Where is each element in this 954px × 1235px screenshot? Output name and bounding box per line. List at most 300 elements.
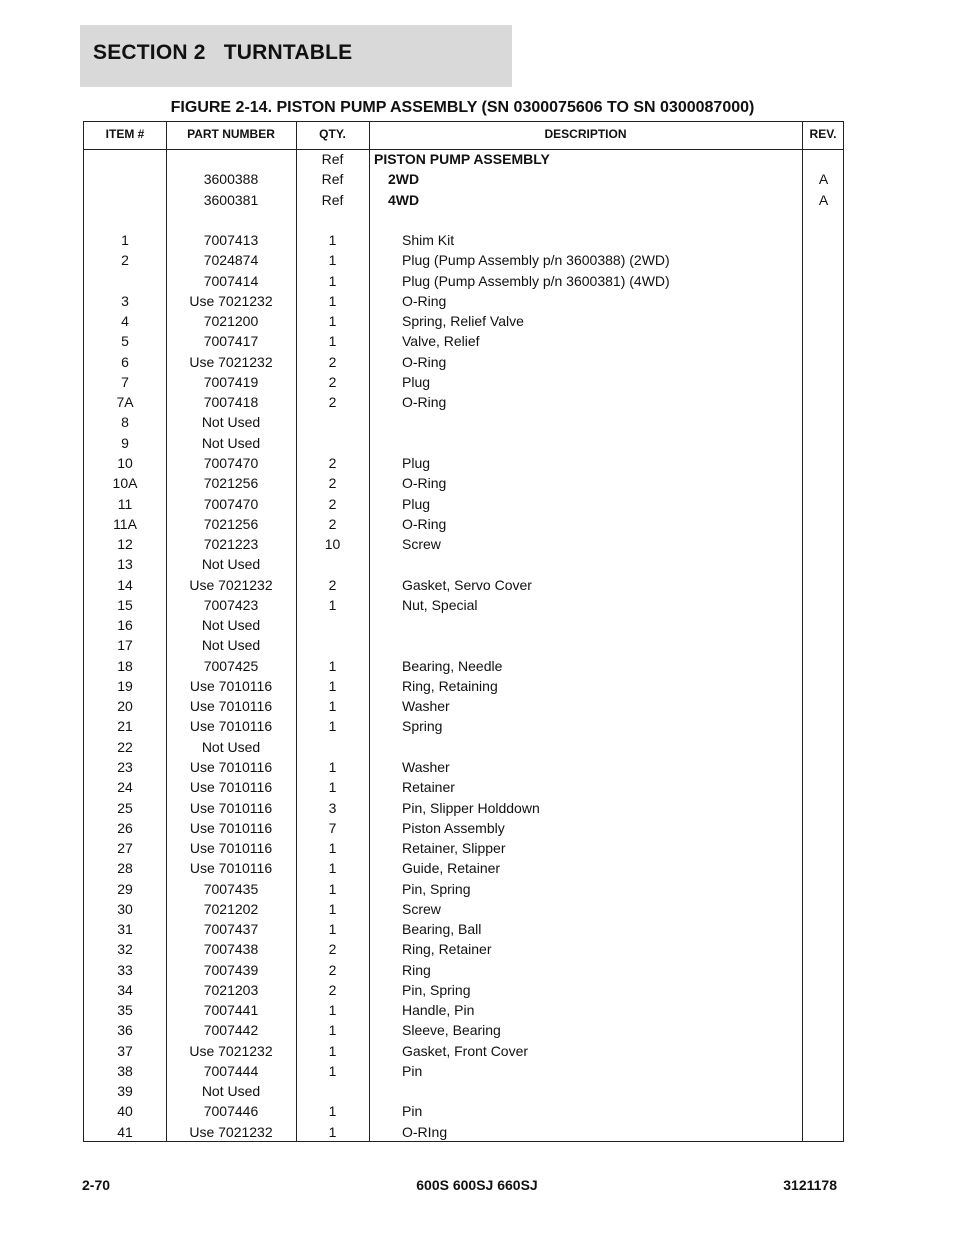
item-number-cell: 7A [116, 394, 134, 411]
table-row [84, 514, 843, 534]
revision-cell [803, 858, 844, 878]
quantity-cell: 1 [328, 698, 337, 715]
revision-cell [803, 554, 844, 574]
description-cell: Ring [402, 961, 431, 978]
description-cell: Plug [402, 373, 431, 390]
part-number-cell: Not Used [201, 617, 261, 634]
description-cell: Spring, Relief Valve [402, 313, 524, 330]
part-number-cell: Use 7010116 [189, 718, 273, 735]
model-list: 600S 600SJ 660SJ [416, 1177, 538, 1193]
table-row [84, 291, 843, 311]
description-cell [374, 433, 830, 453]
revision-cell [803, 271, 844, 291]
description-cell: Screw [402, 900, 441, 917]
part-number-cell: 7021223 [203, 536, 259, 553]
page-number: 2-70 [82, 1177, 111, 1193]
revision-cell [803, 818, 844, 838]
revision-cell [803, 352, 844, 372]
table-row [84, 1061, 843, 1081]
description-cell: Sleeve, Bearing [402, 1022, 501, 1039]
revision-cell [803, 980, 844, 1000]
description-cell: Pin [402, 1103, 423, 1120]
table-row [84, 1122, 843, 1142]
item-number-cell: 16 [117, 617, 133, 634]
item-number-cell: 40 [117, 1103, 133, 1120]
revision-cell [803, 494, 844, 514]
part-number-cell: 7007470 [203, 495, 259, 512]
table-row [84, 838, 843, 858]
part-number-cell: 7007418 [203, 394, 259, 411]
description-cell: 4WD [388, 191, 420, 208]
part-number-cell: Use 7021232 [189, 576, 273, 593]
quantity-cell: 1 [328, 1103, 337, 1120]
item-number-cell: 11 [117, 495, 133, 512]
revision-cell [803, 291, 844, 311]
revision-cell [803, 514, 844, 534]
quantity-cell: 1 [328, 677, 337, 694]
item-number-cell: 4 [121, 313, 129, 330]
column-header-part-number: PART NUMBER [187, 127, 275, 141]
section-title: SECTION 2 TURNTABLE [93, 41, 353, 64]
item-number-cell: 26 [117, 819, 133, 836]
quantity-cell [296, 554, 369, 574]
part-number-cell: 7007425 [203, 657, 259, 674]
quantity-cell: Ref [321, 171, 344, 188]
table-row [84, 433, 843, 453]
quantity-cell [296, 635, 369, 655]
part-number-cell: 3600388 [203, 171, 259, 188]
table-row [84, 230, 843, 250]
part-number-cell: Use 7021232 [189, 292, 273, 309]
revision-cell [803, 392, 844, 412]
description-cell: Piston Assembly [402, 819, 505, 836]
item-number-cell: 39 [117, 1083, 133, 1100]
revision-cell [803, 1081, 844, 1101]
part-number-cell: 3600381 [203, 191, 259, 208]
revision-cell [803, 311, 844, 331]
quantity-cell: 1 [328, 900, 337, 917]
part-number-cell: 7024874 [203, 252, 259, 269]
table-row [84, 656, 843, 676]
revision-cell [803, 656, 844, 676]
quantity-cell: 1 [328, 313, 337, 330]
item-number-cell: 22 [117, 738, 133, 755]
quantity-cell: 2 [328, 981, 337, 998]
quantity-cell [296, 737, 369, 757]
description-cell: Handle, Pin [402, 1002, 475, 1019]
table-row [84, 939, 843, 959]
description-cell: Retainer, Slipper [402, 840, 506, 857]
part-number-cell: Not Used [201, 414, 261, 431]
description-cell: O-RIng [402, 1123, 448, 1140]
quantity-cell: 1 [328, 1123, 337, 1140]
item-number-cell: 15 [117, 596, 133, 613]
item-number-cell: 33 [117, 961, 133, 978]
quantity-cell: 3 [328, 799, 337, 816]
description-cell: O-Ring [402, 394, 447, 411]
item-number-cell: 3 [121, 292, 129, 309]
revision-cell [803, 879, 844, 899]
item-number-cell: 28 [117, 860, 133, 877]
item-number-cell: 19 [117, 677, 133, 694]
table-row [84, 737, 843, 757]
revision-cell [803, 1101, 844, 1121]
revision-cell [803, 838, 844, 858]
part-number-cell: Use 7010116 [189, 799, 273, 816]
description-cell [374, 1081, 830, 1101]
table-row [84, 1020, 843, 1040]
table-row [84, 494, 843, 514]
description-cell [374, 210, 830, 230]
table-row [84, 473, 843, 493]
quantity-cell: 1 [328, 840, 337, 857]
quantity-cell: Ref [321, 151, 344, 167]
table-row [84, 169, 843, 189]
table-row [84, 615, 843, 635]
part-number-cell: Use 7010116 [189, 758, 273, 775]
item-number-cell: 1 [121, 232, 129, 249]
table-row [84, 575, 843, 595]
section-banner [80, 25, 512, 87]
revision-cell [803, 777, 844, 797]
item-number-cell: 21 [117, 718, 133, 735]
table-row [84, 1000, 843, 1020]
part-number-cell: 7021203 [203, 981, 259, 998]
table-row [84, 879, 843, 899]
part-number-cell [166, 149, 296, 169]
part-number-cell [166, 210, 296, 230]
part-number-cell: Use 7021232 [189, 1042, 273, 1059]
revision-cell [803, 473, 844, 493]
item-number-cell: 18 [117, 657, 133, 674]
quantity-cell: 1 [328, 292, 337, 309]
item-number-cell: 25 [117, 799, 133, 816]
part-number-cell: Not Used [201, 556, 261, 573]
quantity-cell: 1 [328, 1042, 337, 1059]
description-cell: O-Ring [402, 353, 447, 370]
part-number-cell: 7007414 [203, 272, 259, 289]
quantity-cell: 1 [328, 252, 337, 269]
revision-cell [803, 372, 844, 392]
revision-cell [803, 230, 844, 250]
revision-cell [803, 1020, 844, 1040]
description-cell: Pin, Spring [402, 880, 471, 897]
table-row [84, 595, 843, 615]
quantity-cell: 1 [328, 1062, 337, 1079]
part-number-cell: Use 7010116 [189, 860, 273, 877]
revision-cell [803, 960, 844, 980]
revision-cell [803, 595, 844, 615]
description-cell: Pin, Spring [402, 981, 471, 998]
item-number-cell: 38 [117, 1062, 133, 1079]
table-row [84, 453, 843, 473]
part-number-cell: Not Used [201, 738, 261, 755]
item-number-cell: 10A [112, 475, 138, 492]
item-number-cell: 6 [121, 353, 129, 370]
table-row [84, 210, 843, 230]
quantity-cell [296, 1081, 369, 1101]
revision-cell [803, 1041, 844, 1061]
quantity-cell: 1 [328, 596, 337, 613]
table-row [84, 757, 843, 777]
quantity-cell: 2 [328, 394, 337, 411]
table-row [84, 1041, 843, 1061]
description-cell: Pin, Slipper Holddown [402, 799, 540, 816]
revision-cell [803, 250, 844, 270]
quantity-cell: 10 [324, 536, 341, 553]
revision-cell [803, 737, 844, 757]
quantity-cell: 2 [328, 475, 337, 492]
description-cell [374, 554, 830, 574]
revision-cell [803, 453, 844, 473]
part-number-cell: 7007439 [203, 961, 259, 978]
quantity-cell [296, 210, 369, 230]
item-number-cell: 5 [121, 333, 129, 350]
item-number-cell: 32 [117, 941, 133, 958]
table-row [84, 960, 843, 980]
revision-cell: A [818, 171, 829, 188]
quantity-cell: 2 [328, 353, 337, 370]
description-cell [374, 412, 830, 432]
part-number-cell: 7007423 [203, 596, 259, 613]
part-number-cell: 7007419 [203, 373, 259, 390]
quantity-cell: 2 [328, 454, 337, 471]
revision-cell [803, 615, 844, 635]
column-header-rev: REV. [809, 127, 837, 141]
item-number-cell: 41 [117, 1123, 133, 1140]
table-row [84, 392, 843, 412]
revision-cell [803, 534, 844, 554]
table-row [84, 635, 843, 655]
description-cell: Guide, Retainer [402, 860, 501, 877]
column-header-qty: QTY. [319, 127, 346, 141]
description-cell: Pin [402, 1062, 423, 1079]
table-row [84, 149, 843, 169]
revision-cell [803, 757, 844, 777]
item-number-cell: 17 [117, 637, 133, 654]
item-number-cell: 9 [121, 434, 129, 451]
part-number-cell: Use 7010116 [189, 840, 273, 857]
part-number-cell: 7007442 [203, 1022, 259, 1039]
description-cell: Gasket, Front Cover [402, 1042, 529, 1059]
revision-cell [803, 635, 844, 655]
description-cell: Nut, Special [402, 596, 478, 613]
quantity-cell: 7 [328, 819, 337, 836]
revision-cell [803, 696, 844, 716]
quantity-cell: 2 [328, 941, 337, 958]
table-row [84, 311, 843, 331]
description-cell: Ring, Retainer [402, 941, 492, 958]
item-number-cell: 2 [121, 252, 129, 269]
table-row [84, 696, 843, 716]
table-row [84, 777, 843, 797]
table-row [84, 534, 843, 554]
quantity-cell: 1 [328, 718, 337, 735]
item-number-cell: 12 [117, 536, 133, 553]
quantity-cell: 1 [328, 779, 337, 796]
revision-cell [803, 899, 844, 919]
description-cell: Gasket, Servo Cover [402, 576, 532, 593]
description-cell: Washer [402, 698, 450, 715]
description-cell: O-Ring [402, 292, 447, 309]
parts-table [83, 121, 844, 1142]
description-cell: Bearing, Needle [402, 657, 503, 674]
description-cell [374, 615, 830, 635]
part-number-cell: 7007417 [203, 333, 259, 350]
revision-cell [803, 331, 844, 351]
description-cell: Retainer [402, 779, 455, 796]
item-number-cell: 7 [121, 373, 129, 390]
quantity-cell: 1 [328, 232, 337, 249]
revision-cell [803, 412, 844, 432]
item-number-cell: 20 [117, 698, 133, 715]
part-number-cell: 7007413 [203, 232, 259, 249]
table-row [84, 676, 843, 696]
part-number-cell: 7007444 [203, 1062, 259, 1079]
part-number-cell: Not Used [201, 637, 261, 654]
table-row [84, 554, 843, 574]
table-row [84, 271, 843, 291]
table-row [84, 1101, 843, 1121]
document-number: 3121178 [783, 1177, 837, 1193]
description-cell: O-Ring [402, 475, 447, 492]
item-number-cell: 31 [117, 921, 133, 938]
description-cell: Bearing, Ball [402, 921, 482, 938]
table-row [84, 1081, 843, 1101]
item-number-cell: 24 [117, 779, 133, 796]
description-cell: 2WD [388, 171, 420, 188]
quantity-cell [296, 412, 369, 432]
part-number-cell: 7021256 [203, 475, 259, 492]
item-number-cell: 8 [121, 414, 129, 431]
quantity-cell: 1 [328, 657, 337, 674]
part-number-cell: Use 7010116 [189, 698, 273, 715]
item-number-cell [84, 190, 166, 210]
revision-cell [803, 1061, 844, 1081]
description-cell [374, 737, 830, 757]
part-number-cell: Use 7021232 [189, 353, 273, 370]
table-body [84, 149, 843, 1142]
item-number-cell: 14 [117, 576, 133, 593]
table-row [84, 798, 843, 818]
table-row [84, 331, 843, 351]
description-cell: Plug [402, 454, 431, 471]
description-cell: Washer [402, 758, 450, 775]
quantity-cell: 2 [328, 373, 337, 390]
quantity-cell [296, 615, 369, 635]
revision-cell [803, 676, 844, 696]
table-row [84, 899, 843, 919]
figure-title: FIGURE 2-14. PISTON PUMP ASSEMBLY (SN 0300075606 TO SN 0300087000) [170, 99, 755, 116]
item-number-cell: 10 [117, 454, 133, 471]
item-number-cell: 37 [117, 1042, 133, 1059]
item-number-cell [84, 210, 166, 230]
quantity-cell [296, 433, 369, 453]
column-header-description: DESCRIPTION [544, 127, 627, 141]
quantity-cell: 1 [328, 880, 337, 897]
quantity-cell: 1 [328, 272, 337, 289]
quantity-cell: 1 [328, 758, 337, 775]
part-number-cell: Use 7021232 [189, 1123, 273, 1140]
column-header-item: ITEM # [105, 127, 145, 141]
part-number-cell: Use 7010116 [189, 779, 273, 796]
table-row [84, 818, 843, 838]
item-number-cell: 34 [117, 981, 133, 998]
description-cell: Plug [402, 495, 431, 512]
item-number-cell: 11A [113, 515, 137, 532]
item-number-cell [84, 169, 166, 189]
part-number-cell: Use 7010116 [189, 819, 273, 836]
part-number-cell: 7021202 [203, 900, 259, 917]
table-row [84, 919, 843, 939]
revision-cell [803, 433, 844, 453]
part-number-cell: 7007441 [203, 1002, 259, 1019]
description-cell: Plug (Pump Assembly p/n 3600388) (2WD) [402, 252, 670, 269]
item-number-cell: 36 [117, 1022, 133, 1039]
item-number-cell: 13 [117, 556, 133, 573]
part-number-cell: 7007435 [203, 880, 259, 897]
item-number-cell [84, 271, 166, 291]
description-cell: Shim Kit [402, 232, 455, 249]
item-number-cell: 27 [117, 840, 133, 857]
revision-cell [803, 716, 844, 736]
part-number-cell: 7007437 [203, 921, 259, 938]
part-number-cell: 7007446 [203, 1103, 259, 1120]
description-cell: O-Ring [402, 515, 447, 532]
description-cell [374, 635, 830, 655]
part-number-cell: 7007470 [203, 454, 259, 471]
revision-cell [803, 210, 844, 230]
table-row [84, 250, 843, 270]
part-number-cell: 7007438 [203, 941, 259, 958]
quantity-cell: 2 [328, 495, 337, 512]
quantity-cell: 2 [328, 515, 337, 532]
part-number-cell: Not Used [201, 434, 261, 451]
revision-cell [803, 1000, 844, 1020]
revision-cell [803, 798, 844, 818]
revision-cell [803, 149, 844, 169]
revision-cell: A [818, 191, 829, 208]
item-number-cell: 23 [117, 758, 133, 775]
description-cell: Ring, Retaining [402, 677, 498, 694]
quantity-cell: 1 [328, 1002, 337, 1019]
table-row [84, 858, 843, 878]
table-row [84, 412, 843, 432]
description-cell: Spring [402, 718, 443, 735]
part-number-cell: Not Used [201, 1083, 261, 1100]
item-number-cell: 30 [117, 900, 133, 917]
quantity-cell: 1 [328, 1022, 337, 1039]
item-number-cell: 29 [117, 880, 133, 897]
revision-cell [803, 1122, 844, 1142]
quantity-cell: Ref [321, 191, 344, 208]
revision-cell [803, 939, 844, 959]
table-row [84, 372, 843, 392]
table-row [84, 716, 843, 736]
description-cell: Screw [402, 536, 441, 553]
quantity-cell: 1 [328, 860, 337, 877]
quantity-cell: 2 [328, 576, 337, 593]
revision-cell [803, 575, 844, 595]
description-cell: Valve, Relief [402, 333, 480, 350]
part-number-cell: 7021200 [203, 313, 259, 330]
item-number-cell: 35 [117, 1002, 133, 1019]
revision-cell [803, 919, 844, 939]
quantity-cell: 1 [328, 921, 337, 938]
table-row [84, 980, 843, 1000]
table-row [84, 352, 843, 372]
description-cell: PISTON PUMP ASSEMBLY [374, 151, 550, 167]
